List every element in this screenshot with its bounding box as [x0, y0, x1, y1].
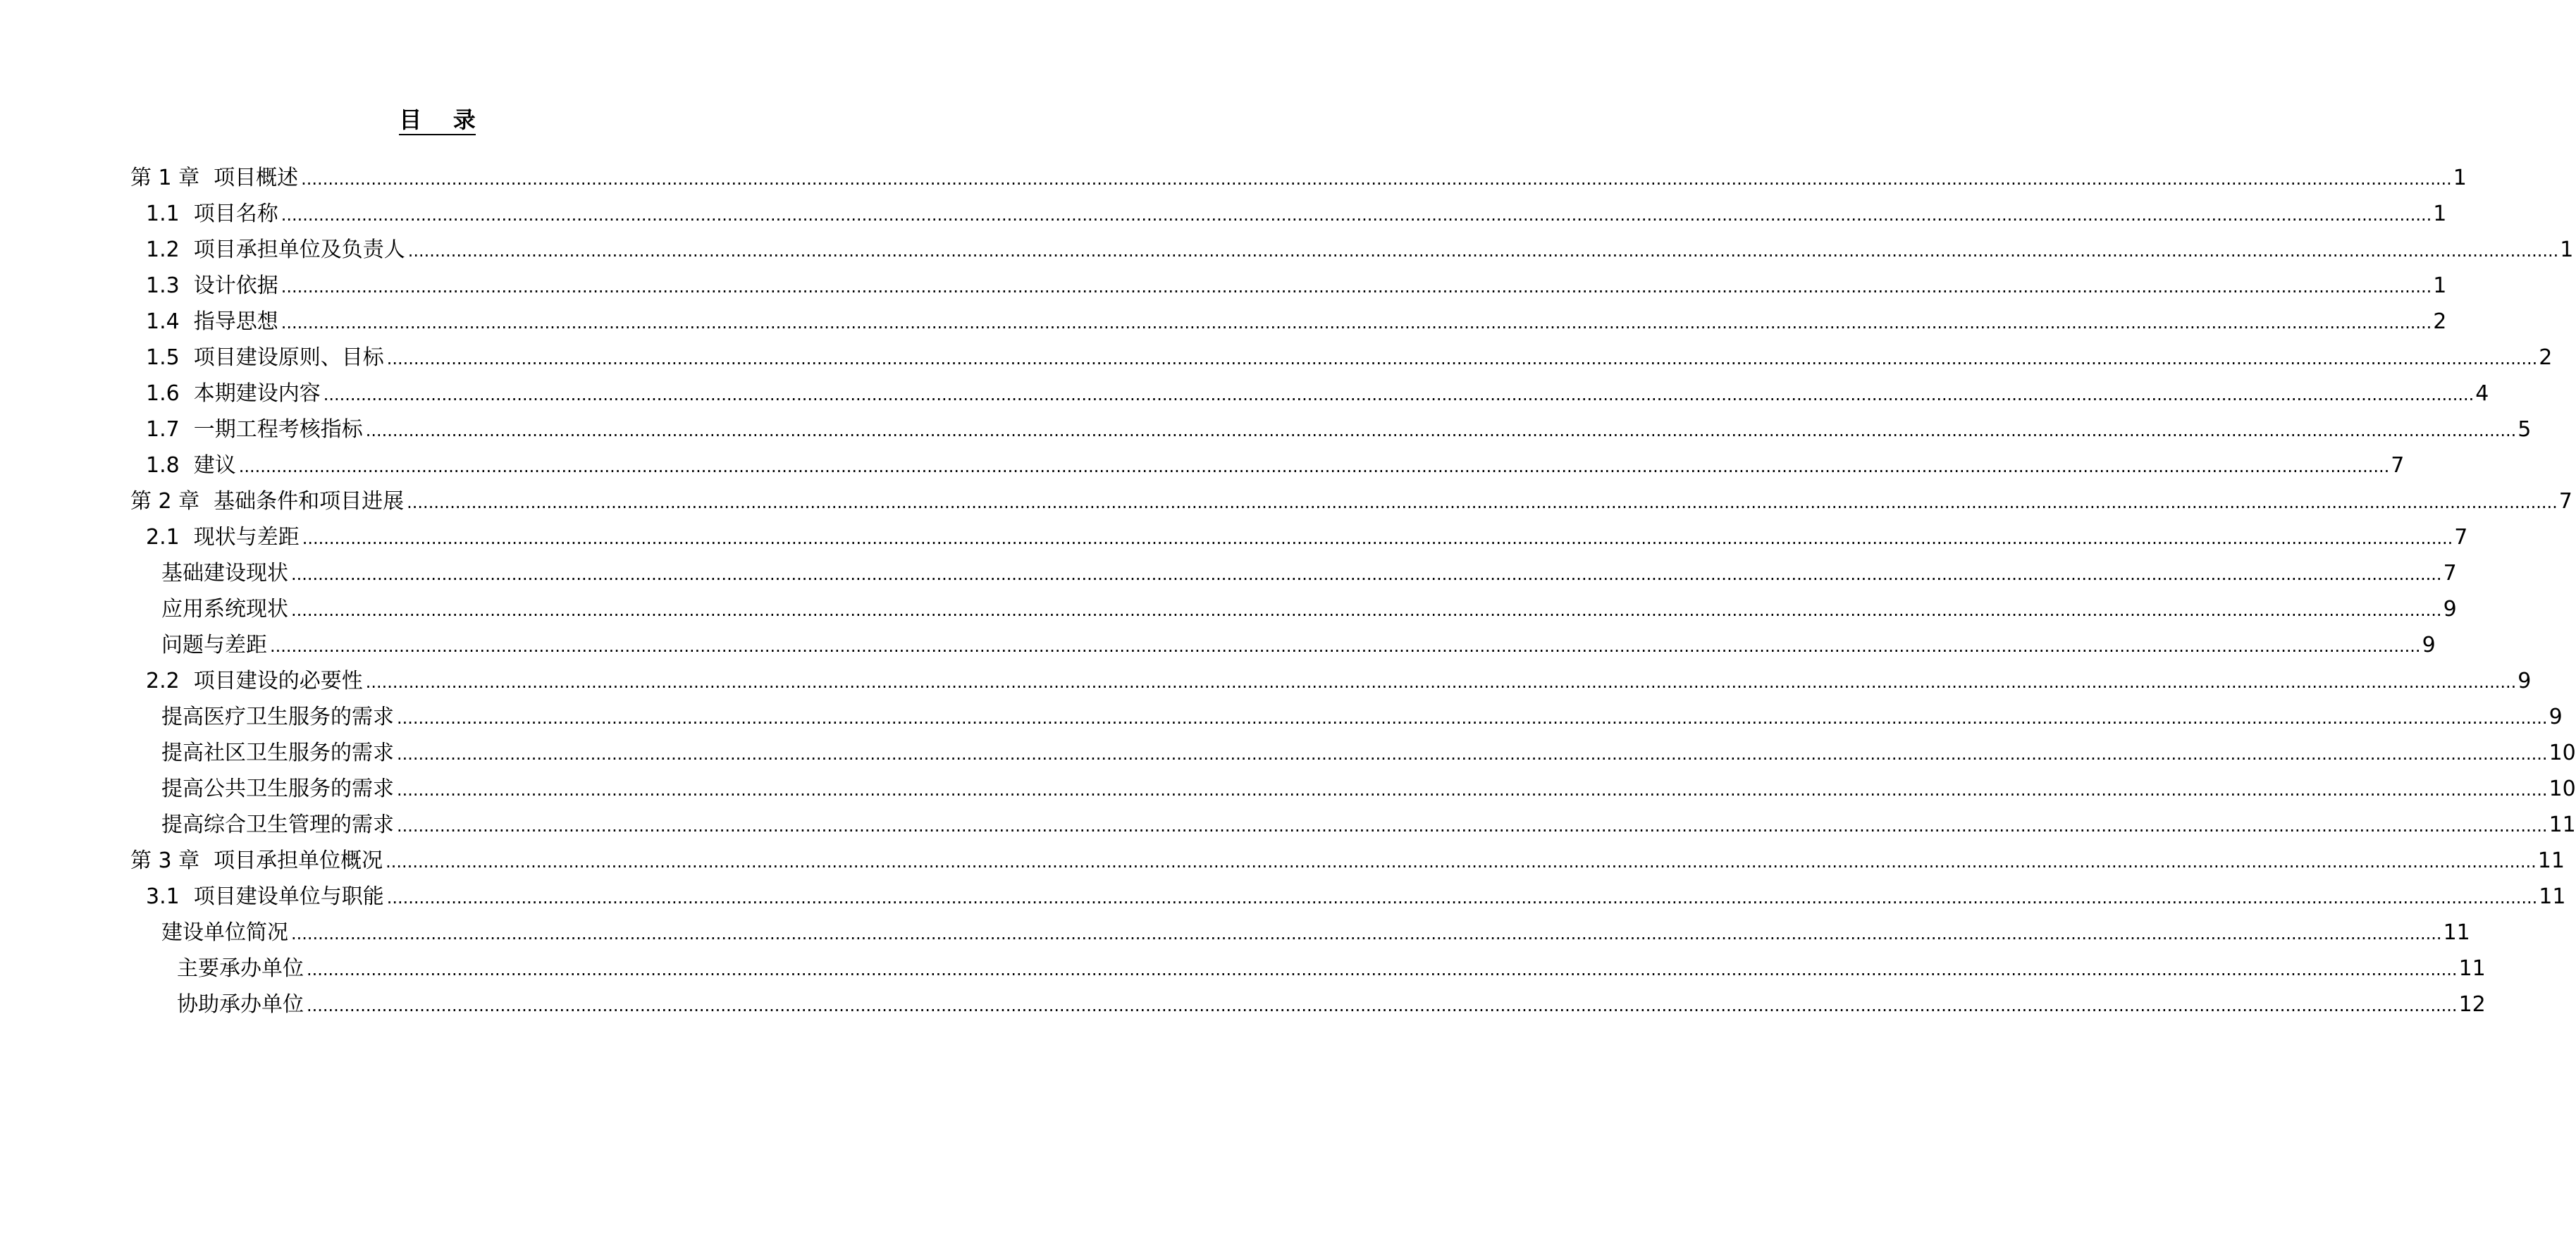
- toc-entry-title: 基础建设现状: [161, 561, 288, 586]
- toc-entry-title: 项目建设单位与职能: [193, 884, 384, 909]
- toc-entry-page-number: 7: [2454, 525, 2468, 550]
- toc-entry[interactable]: [146, 376, 2489, 412]
- toc-entry[interactable]: [146, 448, 2405, 483]
- toc-entry-number: 1.6: [146, 381, 180, 406]
- toc-entry[interactable]: [161, 772, 2576, 807]
- toc-entry-page-number: 2: [2539, 345, 2553, 370]
- toc-entry-title: 提高公共卫生服务的需求: [161, 777, 394, 801]
- toc-entry-title: 应用系统现状: [161, 597, 288, 622]
- toc-entry-page-number: 11: [2443, 920, 2470, 945]
- toc-entry-number: 第 2 章: [130, 489, 200, 514]
- toc-entry-leader: ................................................................................................................................................................................................................................................................................................................................................................................................................: [397, 744, 2548, 764]
- toc-entry-page-number: 9: [2443, 597, 2457, 622]
- toc-entry-title: 建议: [193, 453, 236, 478]
- toc-entry[interactable]: [146, 412, 2532, 447]
- toc-entry-leader: ................................................................................................................................................................................................................................................................................................................................................................................................................: [407, 493, 2558, 512]
- toc-entry-leader: ................................................................................................................................................................................................................................................................................................................................................................................................................: [238, 457, 2390, 476]
- toc-entry-leader: ................................................................................................................................................................................................................................................................................................................................................................................................................: [386, 888, 2538, 908]
- toc-entry[interactable]: [146, 879, 2566, 915]
- toc-entry-page-number: 1: [2560, 237, 2574, 262]
- toc-entry[interactable]: [177, 951, 2486, 987]
- toc-entry-page-number: 2: [2433, 309, 2447, 334]
- toc-entry[interactable]: [146, 268, 2447, 304]
- toc-entry-leader: ................................................................................................................................................................................................................................................................................................................................................................................................................: [307, 996, 2458, 1015]
- toc-entry-title: 项目建设原则、目标: [193, 345, 384, 370]
- toc-entry-page-number: 9: [2549, 705, 2563, 729]
- toc-entry-number: 1.4: [146, 309, 180, 334]
- toc-entry[interactable]: [146, 664, 2532, 699]
- toc-entry-leader: ................................................................................................................................................................................................................................................................................................................................................................................................................: [307, 960, 2458, 979]
- toc-entry-title: 设计依据: [193, 273, 278, 298]
- toc-entry-leader: ................................................................................................................................................................................................................................................................................................................................................................................................................: [397, 780, 2548, 800]
- toc-entry-leader: ................................................................................................................................................................................................................................................................................................................................................................................................................: [291, 600, 2442, 620]
- toc-entry[interactable]: [177, 987, 2486, 1022]
- toc-entry[interactable]: [130, 484, 2572, 519]
- toc-entry[interactable]: [161, 628, 2436, 663]
- toc-entry-page-number: 7: [2391, 453, 2405, 478]
- toc-entry-number: 1.2: [146, 237, 180, 262]
- toc-entry-leader: ................................................................................................................................................................................................................................................................................................................................................................................................................: [302, 529, 2453, 548]
- toc-entry-page-number: 1: [2433, 273, 2447, 298]
- toc-entry-leader: ................................................................................................................................................................................................................................................................................................................................................................................................................: [386, 852, 2537, 872]
- toc-entry-page-number: 11: [2537, 848, 2565, 873]
- toc-entry-title: 提高社区卫生服务的需求: [161, 741, 394, 765]
- toc-entry-leader: ................................................................................................................................................................................................................................................................................................................................................................................................................: [397, 708, 2548, 728]
- toc-entry-page-number: 12: [2458, 992, 2486, 1017]
- toc-entry-title: 建设单位简况: [161, 920, 288, 945]
- toc-entry-number: 1.1: [146, 202, 180, 226]
- toc-entry-title: 问题与差距: [161, 633, 267, 657]
- toc-entry-leader: ................................................................................................................................................................................................................................................................................................................................................................................................................: [407, 241, 2559, 261]
- toc-entry-title: 现状与差距: [193, 525, 300, 550]
- toc-entry-leader: ................................................................................................................................................................................................................................................................................................................................................................................................................: [397, 816, 2548, 836]
- toc-entry-number: 1.8: [146, 453, 180, 478]
- toc-entry[interactable]: [146, 520, 2468, 555]
- toc-entry-title: 提高医疗卫生服务的需求: [161, 705, 394, 729]
- toc-entry-title: 指导思想: [193, 309, 278, 334]
- toc-entry[interactable]: [161, 556, 2457, 591]
- toc-title: [0, 106, 875, 134]
- toc-entry-number: 1.3: [146, 273, 180, 298]
- toc-entry-title: 项目承担单位概况: [214, 848, 383, 873]
- toc-entry-number: 1.5: [146, 345, 180, 370]
- toc-entry-leader: ................................................................................................................................................................................................................................................................................................................................................................................................................: [365, 672, 2517, 692]
- toc-entry-leader: ................................................................................................................................................................................................................................................................................................................................................................................................................: [386, 349, 2538, 369]
- toc-entry-number: 2.1: [146, 525, 180, 550]
- toc-entry-title: 项目承担单位及负责人: [193, 237, 405, 262]
- toc-entry-leader: ................................................................................................................................................................................................................................................................................................................................................................................................................: [270, 636, 2421, 656]
- toc-entry-page-number: 10: [2549, 777, 2576, 801]
- toc-entry-page-number: 7: [2558, 489, 2572, 514]
- toc-entry-leader: ................................................................................................................................................................................................................................................................................................................................................................................................................: [291, 924, 2442, 944]
- toc-entry-page-number: 5: [2518, 417, 2532, 442]
- toc-entry[interactable]: [146, 304, 2447, 340]
- toc-entry[interactable]: [146, 197, 2447, 232]
- toc-entry[interactable]: [161, 592, 2457, 627]
- toc-entry-number: 1.7: [146, 417, 180, 442]
- toc-entry[interactable]: [146, 233, 2574, 268]
- toc-entry-page-number: 10: [2549, 741, 2576, 765]
- toc-entry-leader: ................................................................................................................................................................................................................................................................................................................................................................................................................: [281, 205, 2432, 225]
- toc-entry[interactable]: [161, 700, 2563, 735]
- toc-entry-leader: ................................................................................................................................................................................................................................................................................................................................................................................................................: [281, 277, 2432, 297]
- toc-entry-title: 协助承办单位: [177, 992, 304, 1017]
- toc-entry[interactable]: [130, 843, 2565, 879]
- toc-entry-title: 基础条件和项目进展: [214, 489, 405, 514]
- toc-entry[interactable]: [161, 808, 2576, 843]
- toc-entry-page-number: 1: [2453, 166, 2467, 190]
- toc-entry-page-number: 1: [2433, 202, 2447, 226]
- toc-entry[interactable]: [146, 340, 2553, 376]
- toc-entry[interactable]: [130, 161, 2467, 196]
- toc-entry-title: 本期建设内容: [193, 381, 321, 406]
- toc-entry[interactable]: [161, 915, 2470, 951]
- toc-entry-leader: ................................................................................................................................................................................................................................................................................................................................................................................................................: [291, 564, 2442, 584]
- toc-entry-title: 项目建设的必要性: [193, 669, 363, 693]
- toc-entry-page-number: 7: [2443, 561, 2457, 586]
- toc-entry-title: 项目概述: [214, 166, 299, 190]
- toc-entry-page-number: 11: [2458, 956, 2486, 981]
- toc-entry-number: 第 3 章: [130, 848, 200, 873]
- toc-entry-leader: ................................................................................................................................................................................................................................................................................................................................................................................................................: [281, 313, 2432, 333]
- toc-entry-title: 一期工程考核指标: [193, 417, 363, 442]
- toc-entry[interactable]: [161, 736, 2576, 771]
- toc-entry-page-number: 11: [2539, 884, 2566, 909]
- toc-entry-page-number: 9: [2518, 669, 2532, 693]
- toc-entry-number: 3.1: [146, 884, 180, 909]
- toc-entry-leader: ................................................................................................................................................................................................................................................................................................................................................................................................................: [323, 385, 2475, 404]
- toc-entry-number: 第 1 章: [130, 166, 200, 190]
- toc-entry-page-number: 4: [2475, 381, 2489, 406]
- toc-title-text: 目 录: [399, 106, 476, 135]
- toc-entry-title: 提高综合卫生管理的需求: [161, 812, 394, 837]
- toc-entry-title: 主要承办单位: [177, 956, 304, 981]
- toc-entry-leader: ................................................................................................................................................................................................................................................................................................................................................................................................................: [365, 421, 2517, 440]
- toc-entry-page-number: 9: [2422, 633, 2436, 657]
- toc-entry-leader: ................................................................................................................................................................................................................................................................................................................................................................................................................: [301, 169, 2452, 189]
- toc-entry-number: 2.2: [146, 669, 180, 693]
- toc-entry-page-number: 11: [2549, 812, 2576, 837]
- toc-entry-title: 项目名称: [193, 202, 278, 226]
